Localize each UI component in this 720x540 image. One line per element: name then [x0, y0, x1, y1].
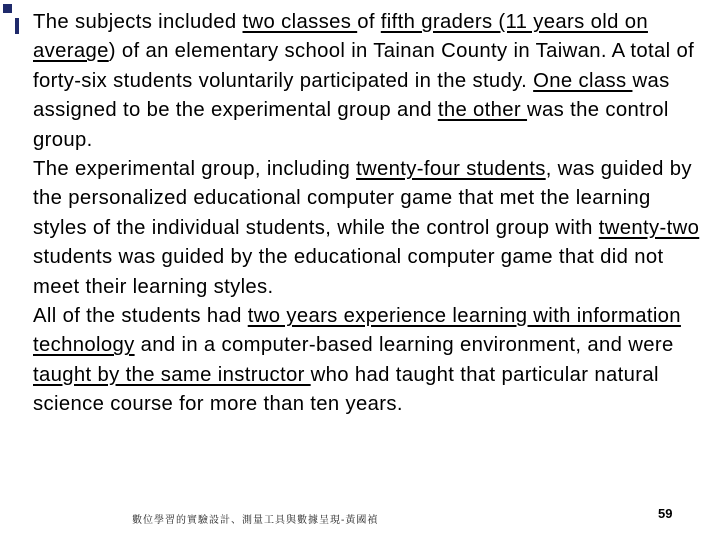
- underlined-phrase: twenty-four students: [356, 158, 546, 181]
- text-segment: , was guided by the personalized educational computer game that met the learning styles of the individual students, while the control group with: [33, 158, 692, 239]
- text-segment: The experimental group, including: [33, 158, 357, 181]
- paragraph-3: [33, 302, 701, 420]
- underlined-phrase: two years experience learning with information technology: [33, 305, 681, 357]
- underlined-phrase: two classes: [242, 11, 358, 33]
- underlined-phrase: twenty-two: [598, 216, 700, 239]
- page-number: 59: [658, 506, 673, 521]
- paragraph-2: [33, 155, 701, 302]
- paragraph-1: [33, 8, 701, 155]
- text-segment: of: [357, 11, 381, 33]
- text-segment: was assigned to be the experimental group and: [33, 69, 670, 122]
- text-segment: was the control group.: [33, 99, 669, 151]
- underlined-phrase: fifth graders (11 years old on average: [33, 11, 648, 63]
- text-segment: students was guided by the educational computer game that did not meet their learning styles.: [33, 246, 664, 298]
- text-segment: who had taught that particular natural science course for more than ten years.: [33, 363, 659, 416]
- underlined-phrase: the other: [437, 99, 528, 122]
- bullet-marker-icon: [3, 4, 21, 40]
- bullet-bar-icon: [15, 18, 19, 34]
- footer-text: 數位學習的實驗設計、測量工具與數據呈現-黃國禎: [132, 515, 379, 526]
- text-segment: All of the students had: [33, 305, 248, 328]
- text-segment: ) of an elementary school in Tainan County in Taiwan. A total of forty-six students voluntarily participated in the study.: [33, 40, 695, 92]
- underlined-phrase: One class: [533, 69, 633, 92]
- bullet-square-icon: [3, 4, 12, 13]
- text-segment: and in a computer-based learning environment, and were: [134, 334, 674, 357]
- text-segment: The subjects included: [33, 11, 243, 33]
- slide-body: [33, 8, 701, 420]
- underlined-phrase: taught by the same instructor: [33, 363, 311, 386]
